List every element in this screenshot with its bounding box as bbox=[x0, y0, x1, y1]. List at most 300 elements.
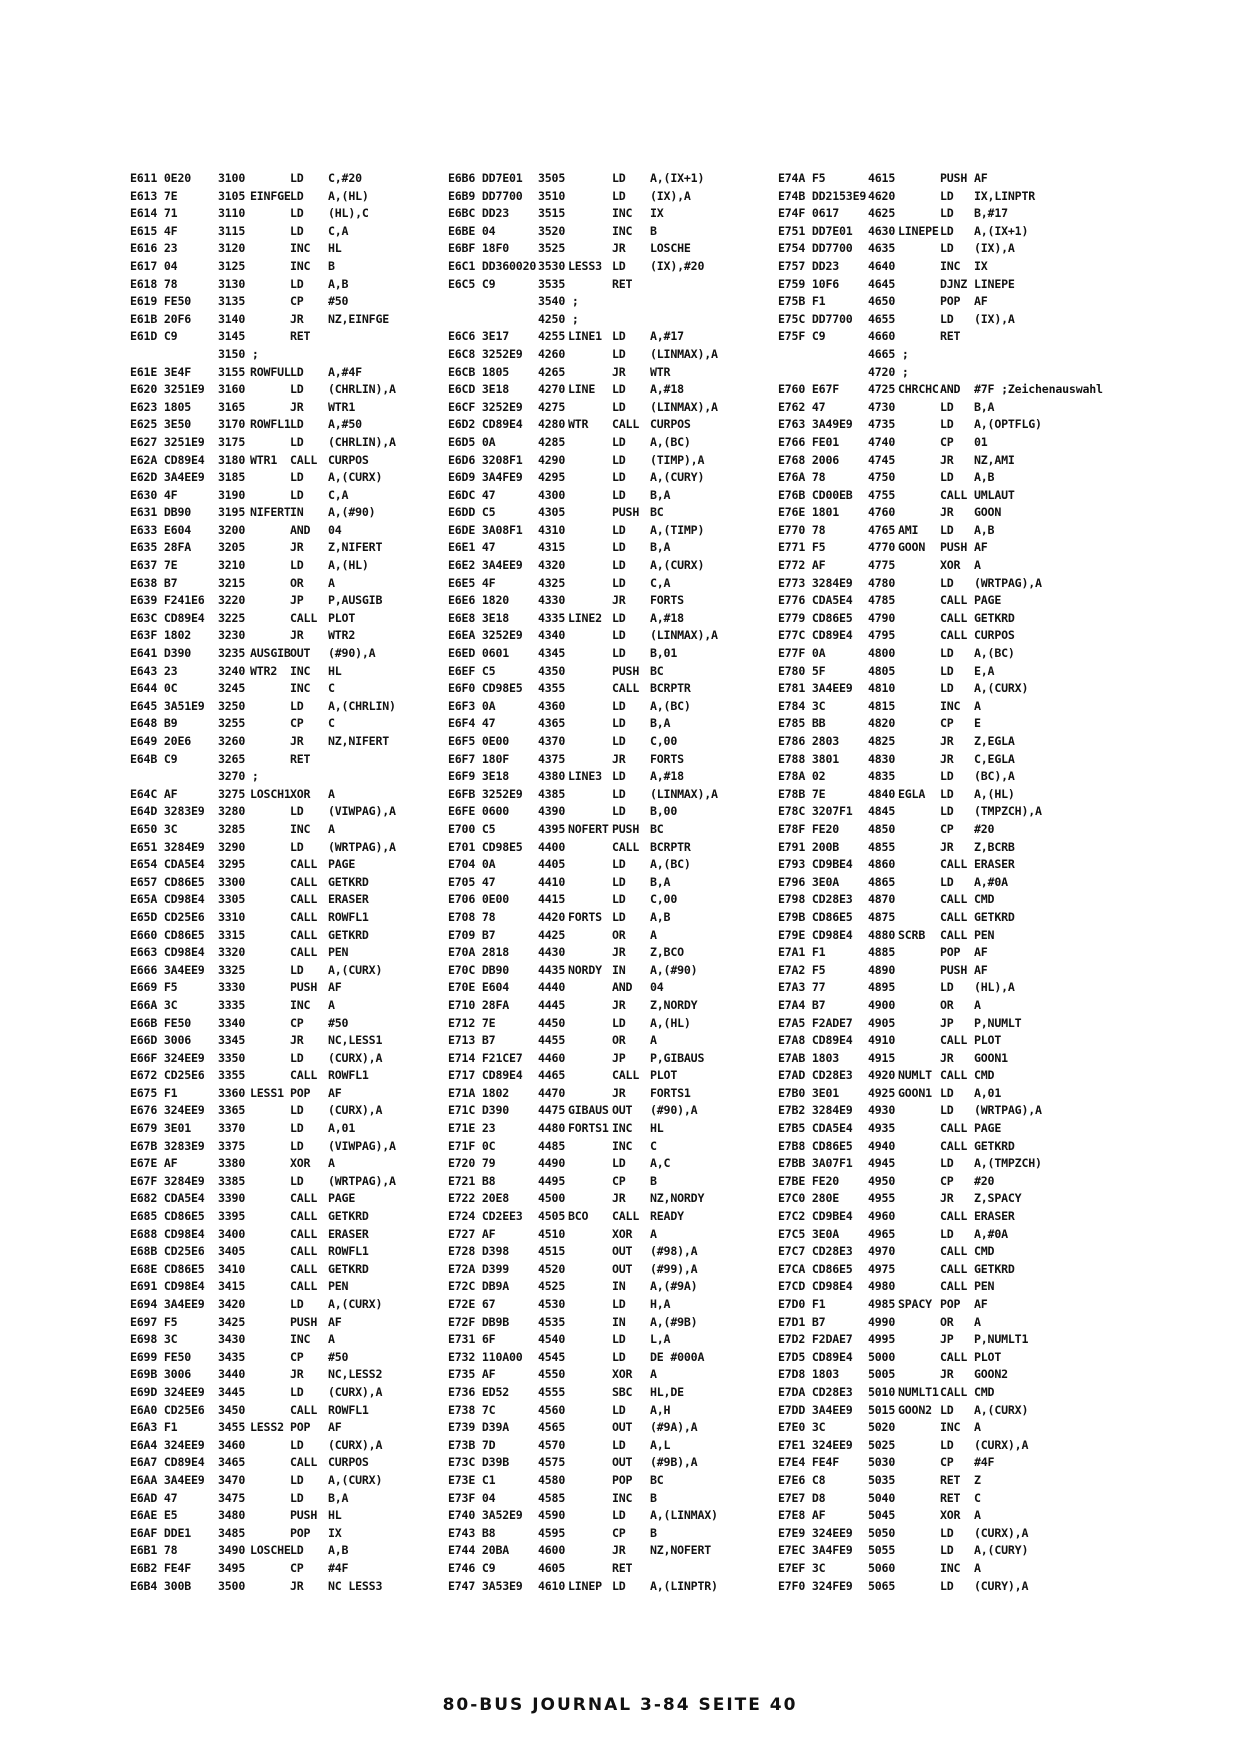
address-code: E660 CD86E5 bbox=[130, 927, 205, 942]
opcode: CALL bbox=[940, 857, 968, 872]
opcode: CALL bbox=[290, 892, 318, 907]
opcode: OUT bbox=[612, 1455, 633, 1470]
operand: B,A bbox=[328, 1490, 349, 1505]
line-number: 4975 bbox=[868, 1261, 896, 1276]
opcode: JR bbox=[612, 751, 626, 766]
opcode: INC bbox=[290, 821, 311, 836]
line-number: 5015 bbox=[868, 1402, 896, 1417]
line-number: 5045 bbox=[868, 1508, 896, 1523]
opcode: CALL bbox=[940, 593, 968, 608]
address-code: E627 3251E9 bbox=[130, 434, 205, 449]
listing-line bbox=[130, 663, 450, 681]
line-number: 4475 bbox=[538, 1103, 566, 1118]
address-code: E751 DD7E01 bbox=[778, 223, 853, 238]
line-number: 4495 bbox=[538, 1173, 566, 1188]
listing-line bbox=[130, 768, 450, 786]
operand: B,A bbox=[650, 487, 671, 502]
listing-line bbox=[130, 1296, 450, 1314]
operand: #50 bbox=[328, 1015, 349, 1030]
listing-line bbox=[130, 170, 450, 188]
listing-line bbox=[130, 522, 450, 540]
opcode: LD bbox=[290, 698, 304, 713]
listing-line bbox=[448, 1525, 778, 1543]
address-code: E69D 324EE9 bbox=[130, 1384, 205, 1399]
listing-line bbox=[778, 1032, 1218, 1050]
listing-line bbox=[130, 891, 450, 909]
address-code: E682 CDA5E4 bbox=[130, 1191, 205, 1206]
opcode: IN bbox=[612, 1279, 626, 1294]
address-code: E6DD C5 bbox=[448, 505, 496, 520]
line-number: 4420 bbox=[538, 909, 566, 924]
opcode: JR bbox=[612, 593, 626, 608]
listing-line bbox=[778, 786, 1218, 804]
listing-line bbox=[448, 170, 778, 188]
listing-line bbox=[778, 1102, 1218, 1120]
label: AUSGIB bbox=[250, 646, 291, 661]
opcode: INC bbox=[612, 206, 633, 221]
address-code: E6C8 3252E9 bbox=[448, 346, 523, 361]
listing-line bbox=[778, 1190, 1218, 1208]
operand: CMD bbox=[974, 1384, 995, 1399]
opcode: LD bbox=[290, 804, 304, 819]
listing-line bbox=[778, 891, 1218, 909]
operand: (#90),A bbox=[650, 1103, 698, 1118]
operand: A,#0A bbox=[974, 1226, 1008, 1241]
opcode: CP bbox=[290, 1015, 304, 1030]
address-code: E67F 3284E9 bbox=[130, 1173, 205, 1188]
line-number: 4335 bbox=[538, 610, 566, 625]
operand: WTR1 bbox=[328, 399, 356, 414]
operand: PEN bbox=[974, 927, 995, 942]
line-number: 3230 bbox=[218, 628, 246, 643]
operand: PAGE bbox=[328, 1191, 356, 1206]
opcode: LD bbox=[290, 1121, 304, 1136]
opcode: OR bbox=[612, 1033, 626, 1048]
label: WTR1 bbox=[250, 452, 278, 467]
line-number: 4455 bbox=[538, 1033, 566, 1048]
opcode: JP bbox=[290, 593, 304, 608]
operand: A bbox=[974, 997, 981, 1012]
line-number: 4740 bbox=[868, 434, 896, 449]
address-code: E776 CDA5E4 bbox=[778, 593, 853, 608]
opcode: CP bbox=[290, 716, 304, 731]
operand: C,A bbox=[328, 223, 349, 238]
address-code: E743 B8 bbox=[448, 1525, 496, 1540]
operand: GETKRD bbox=[974, 1261, 1015, 1276]
line-number: 4350 bbox=[538, 663, 566, 678]
line-number: 4540 bbox=[538, 1332, 566, 1347]
address-code: E637 7E bbox=[130, 558, 178, 573]
listing-line bbox=[778, 381, 1218, 399]
line-number: 3130 bbox=[218, 276, 246, 291]
line-number: 4370 bbox=[538, 734, 566, 748]
operand: BC bbox=[650, 505, 664, 520]
address-code: E75B F1 bbox=[778, 294, 826, 309]
operand: BC bbox=[650, 663, 664, 678]
label: ROWFUL bbox=[250, 364, 291, 379]
listing-line bbox=[778, 1296, 1218, 1314]
operand: (CURX),A bbox=[974, 1437, 1029, 1452]
listing-line bbox=[778, 504, 1218, 522]
opcode: CP bbox=[290, 294, 304, 309]
operand: NZ,NOFERT bbox=[650, 1543, 712, 1558]
line-number: 3330 bbox=[218, 980, 246, 995]
label: LOSCHE bbox=[250, 1543, 291, 1558]
listing-line bbox=[130, 1138, 450, 1156]
line-number: 4315 bbox=[538, 540, 566, 555]
opcode: JR bbox=[940, 1050, 954, 1065]
line-number: 4470 bbox=[538, 1085, 566, 1100]
listing-line bbox=[130, 328, 450, 346]
listing-line bbox=[778, 1525, 1218, 1543]
line-number: 3305 bbox=[218, 892, 246, 907]
listing-line bbox=[778, 768, 1218, 786]
line-number: 4595 bbox=[538, 1525, 566, 1540]
opcode: LD bbox=[612, 258, 626, 273]
operand: GETKRD bbox=[974, 1138, 1015, 1153]
operand: (TMPZCH),A bbox=[974, 804, 1042, 819]
line-number: 4995 bbox=[868, 1332, 896, 1347]
opcode: CALL bbox=[290, 1226, 318, 1241]
listing-line bbox=[448, 733, 778, 751]
opcode: INC bbox=[940, 698, 961, 713]
address-code: E638 B7 bbox=[130, 575, 178, 590]
line-number: 3450 bbox=[218, 1402, 246, 1417]
line-number: 4415 bbox=[538, 892, 566, 907]
line-number: 4820 bbox=[868, 716, 896, 731]
listing-line bbox=[778, 188, 1218, 206]
operand: B bbox=[650, 1525, 657, 1540]
listing-line bbox=[778, 1314, 1218, 1332]
address-code: E6F3 0A bbox=[448, 698, 496, 713]
opcode: LD bbox=[612, 1578, 626, 1593]
label: EGLA bbox=[898, 786, 926, 801]
opcode: LD bbox=[290, 188, 304, 203]
address-code: E631 DB90 bbox=[130, 505, 192, 520]
address-code: E62A CD89E4 bbox=[130, 452, 205, 467]
address-code: E7EC 3A4FE9 bbox=[778, 1543, 853, 1558]
address-code: E672 CD25E6 bbox=[130, 1068, 205, 1083]
line-number: 3385 bbox=[218, 1173, 246, 1188]
opcode: PUSH bbox=[940, 540, 968, 555]
address-code: E6E1 47 bbox=[448, 540, 496, 555]
address-code: E7E6 C8 bbox=[778, 1472, 826, 1487]
label: LINE3 bbox=[568, 769, 602, 784]
line-number: 4755 bbox=[868, 487, 896, 502]
listing-line bbox=[778, 1015, 1218, 1033]
opcode: CP bbox=[290, 1560, 304, 1575]
operand: C,A bbox=[650, 575, 671, 590]
label: LINE2 bbox=[568, 610, 602, 625]
address-code: E6C6 3E17 bbox=[448, 329, 510, 344]
operand: Z,SPACY bbox=[974, 1191, 1022, 1206]
listing-line bbox=[448, 223, 778, 241]
address-code: E6DC 47 bbox=[448, 487, 496, 502]
listing-line bbox=[448, 874, 778, 892]
listing-column-3 bbox=[778, 170, 1218, 1595]
opcode: JR bbox=[940, 1191, 954, 1206]
line-number: 4290 bbox=[538, 452, 566, 467]
opcode: LD bbox=[940, 206, 954, 221]
line-number: 4615 bbox=[868, 171, 896, 185]
operand: B,#17 bbox=[974, 206, 1008, 221]
label: LESS1 bbox=[250, 1085, 284, 1100]
line-number: 5025 bbox=[868, 1437, 896, 1452]
listing-line bbox=[778, 1278, 1218, 1296]
line-number: 4830 bbox=[868, 751, 896, 766]
line-number: 3255 bbox=[218, 716, 246, 731]
opcode: CP bbox=[612, 1173, 626, 1188]
opcode: OR bbox=[940, 997, 954, 1012]
address-code: E76E 1801 bbox=[778, 505, 840, 520]
line-number: 4945 bbox=[868, 1156, 896, 1171]
line-number: 3335 bbox=[218, 997, 246, 1012]
line-number: 4960 bbox=[868, 1209, 896, 1224]
operand: A bbox=[650, 1226, 657, 1241]
listing-line bbox=[778, 452, 1218, 470]
listing-line bbox=[130, 944, 450, 962]
line-number: 3460 bbox=[218, 1437, 246, 1452]
opcode: JR bbox=[290, 311, 304, 326]
opcode: LD bbox=[940, 575, 954, 590]
operand: FORTS bbox=[650, 751, 684, 766]
line-number: 4635 bbox=[868, 241, 896, 256]
operand: A,(CURY) bbox=[650, 470, 705, 485]
line-number: 3110 bbox=[218, 206, 246, 221]
line-number: 3235 bbox=[218, 646, 246, 661]
address-code: E72C DB9A bbox=[448, 1279, 510, 1294]
operand: LOSCHE bbox=[650, 241, 691, 256]
line-number: 3145 bbox=[218, 329, 246, 344]
label: SPACY bbox=[898, 1297, 932, 1311]
opcode: INC bbox=[290, 241, 311, 256]
line-number: 4425 bbox=[538, 927, 566, 942]
operand: #20 bbox=[974, 821, 995, 836]
listing-line bbox=[778, 240, 1218, 258]
address-code: E6B9 DD7700 bbox=[448, 188, 523, 203]
address-code: E7B8 CD86E5 bbox=[778, 1138, 853, 1153]
line-number: 3485 bbox=[218, 1525, 246, 1540]
address-code: E727 AF bbox=[448, 1226, 496, 1241]
operand: (#9B),A bbox=[650, 1455, 698, 1470]
listing-line bbox=[778, 1560, 1218, 1578]
listing-line bbox=[130, 786, 450, 804]
listing-line bbox=[778, 399, 1218, 417]
operand: A,B bbox=[974, 522, 995, 537]
operand: GOON2 bbox=[974, 1367, 1008, 1382]
operand: A,B bbox=[328, 1543, 349, 1558]
opcode: LD bbox=[612, 734, 626, 748]
opcode: LD bbox=[612, 382, 626, 397]
operand: A bbox=[328, 1332, 335, 1347]
opcode: LD bbox=[940, 1103, 954, 1118]
opcode: INC bbox=[612, 1138, 633, 1153]
opcode: OR bbox=[290, 575, 304, 590]
listing-line bbox=[130, 715, 450, 733]
opcode: POP bbox=[940, 1297, 961, 1311]
listing-line bbox=[448, 539, 778, 557]
opcode: OR bbox=[940, 1314, 954, 1329]
listing-line bbox=[778, 1226, 1218, 1244]
listing-line bbox=[130, 364, 450, 382]
address-code: E780 5F bbox=[778, 663, 826, 678]
operand: A,#4F bbox=[328, 364, 362, 379]
listing-line bbox=[778, 1067, 1218, 1085]
address-code: E768 2006 bbox=[778, 452, 840, 467]
listing-line bbox=[448, 1208, 778, 1226]
opcode: LD bbox=[612, 171, 626, 185]
opcode: LD bbox=[940, 311, 954, 326]
operand: AF bbox=[328, 1420, 342, 1435]
line-number: 4780 bbox=[868, 575, 896, 590]
listing-line bbox=[448, 1015, 778, 1033]
opcode: RET bbox=[940, 1472, 961, 1487]
address-code: E7E7 D8 bbox=[778, 1490, 826, 1505]
operand: LINEPE bbox=[974, 276, 1015, 291]
listing-line bbox=[448, 698, 778, 716]
address-code: E74F 0617 bbox=[778, 206, 840, 221]
address-code: E70C DB90 bbox=[448, 962, 510, 977]
opcode: CP bbox=[940, 434, 954, 449]
line-number: 4930 bbox=[868, 1103, 896, 1118]
listing-line bbox=[448, 1138, 778, 1156]
operand: A,(TMPZCH) bbox=[974, 1156, 1042, 1171]
line-number: 4400 bbox=[538, 839, 566, 854]
operand: E,A bbox=[974, 663, 995, 678]
listing-line bbox=[778, 346, 1218, 364]
operand: C bbox=[650, 1138, 657, 1153]
opcode: CALL bbox=[290, 927, 318, 942]
address-code: E6BC DD23 bbox=[448, 206, 510, 221]
line-number: 4900 bbox=[868, 997, 896, 1012]
listing-line bbox=[448, 645, 778, 663]
operand: C bbox=[974, 1490, 981, 1505]
operand: HL bbox=[650, 1121, 664, 1136]
opcode: LD bbox=[290, 417, 304, 432]
line-number: 4580 bbox=[538, 1472, 566, 1487]
opcode: LD bbox=[940, 804, 954, 819]
line-number: 4605 bbox=[538, 1560, 566, 1575]
line-number: 3515 bbox=[538, 206, 566, 221]
line-number: 4625 bbox=[868, 206, 896, 221]
operand: (WRTPAG),A bbox=[974, 1103, 1042, 1118]
opcode: LD bbox=[940, 1437, 954, 1452]
operand: A,B bbox=[974, 470, 995, 485]
opcode: LD bbox=[290, 171, 304, 185]
operand: A,01 bbox=[328, 1121, 356, 1136]
opcode: POP bbox=[290, 1085, 311, 1100]
line-number: 3500 bbox=[218, 1578, 246, 1593]
operand: A,#50 bbox=[328, 417, 362, 432]
line-number: 4655 bbox=[868, 311, 896, 326]
opcode: LD bbox=[612, 558, 626, 573]
listing-line bbox=[130, 733, 450, 751]
line-number: 3250 bbox=[218, 698, 246, 713]
operand: A bbox=[650, 927, 657, 942]
opcode: LD bbox=[290, 276, 304, 291]
listing-line bbox=[130, 909, 450, 927]
line-number: 4520 bbox=[538, 1261, 566, 1276]
opcode: CALL bbox=[940, 1033, 968, 1048]
operand: A,B bbox=[328, 276, 349, 291]
address-code: E676 324EE9 bbox=[130, 1103, 205, 1118]
address-code: E709 B7 bbox=[448, 927, 496, 942]
listing-line bbox=[130, 1560, 450, 1578]
opcode: JR bbox=[290, 399, 304, 414]
label: BCO bbox=[568, 1209, 589, 1224]
listing-line bbox=[448, 1437, 778, 1455]
operand: A,H bbox=[650, 1402, 671, 1417]
opcode: LD bbox=[290, 470, 304, 485]
opcode: LD bbox=[290, 1103, 304, 1118]
address-code: E744 20BA bbox=[448, 1543, 510, 1558]
operand: 04 bbox=[328, 522, 342, 537]
address-code: E6F4 47 bbox=[448, 716, 496, 731]
line-number: 4355 bbox=[538, 681, 566, 696]
line-number: 4280 bbox=[538, 417, 566, 432]
opcode: INC bbox=[290, 258, 311, 273]
listing-line bbox=[130, 698, 450, 716]
address-code: E6C5 C9 bbox=[448, 276, 496, 291]
opcode: LD bbox=[612, 346, 626, 361]
address-code: E78A 02 bbox=[778, 769, 826, 784]
opcode: JR bbox=[612, 241, 626, 256]
operand: A bbox=[650, 1033, 657, 1048]
listing-line bbox=[130, 1102, 450, 1120]
line-number: 4465 bbox=[538, 1068, 566, 1083]
label: NUMLT1 bbox=[898, 1384, 939, 1399]
line-number: 4735 bbox=[868, 417, 896, 432]
listing-line bbox=[130, 223, 450, 241]
listing-line bbox=[778, 434, 1218, 452]
operand: A,#17 bbox=[650, 329, 684, 344]
address-code: E717 CD89E4 bbox=[448, 1068, 523, 1083]
listing-line bbox=[448, 1190, 778, 1208]
opcode: JR bbox=[612, 997, 626, 1012]
line-number: 3340 bbox=[218, 1015, 246, 1030]
label: GOON1 bbox=[898, 1085, 932, 1100]
line-number: 4825 bbox=[868, 734, 896, 748]
opcode: LD bbox=[940, 1085, 954, 1100]
listing-line bbox=[130, 1261, 450, 1279]
line-number: 4895 bbox=[868, 980, 896, 995]
listing-line bbox=[778, 223, 1218, 241]
listing-line bbox=[448, 1331, 778, 1349]
listing-line bbox=[448, 1261, 778, 1279]
opcode: CALL bbox=[290, 452, 318, 467]
address-code: E6F7 180F bbox=[448, 751, 510, 766]
address-code: E786 2803 bbox=[778, 734, 840, 748]
address-code: E773 3284E9 bbox=[778, 575, 853, 590]
line-number: 4800 bbox=[868, 646, 896, 661]
listing-line bbox=[448, 627, 778, 645]
operand: P,GIBAUS bbox=[650, 1050, 705, 1065]
address-code: E6EA 3252E9 bbox=[448, 628, 523, 643]
listing-line bbox=[778, 1050, 1218, 1068]
address-code: E6AD 47 bbox=[130, 1490, 178, 1505]
opcode: LD bbox=[290, 487, 304, 502]
opcode: JP bbox=[612, 1050, 626, 1065]
opcode: LD bbox=[940, 1525, 954, 1540]
listing-line bbox=[448, 962, 778, 980]
operand: B,01 bbox=[650, 646, 678, 661]
address-code: E724 CD2EE3 bbox=[448, 1209, 523, 1224]
address-code: E781 3A4EE9 bbox=[778, 681, 853, 696]
line-number: 4760 bbox=[868, 505, 896, 520]
opcode: POP bbox=[940, 294, 961, 309]
line-number: 4330 bbox=[538, 593, 566, 608]
line-number: 4575 bbox=[538, 1455, 566, 1470]
